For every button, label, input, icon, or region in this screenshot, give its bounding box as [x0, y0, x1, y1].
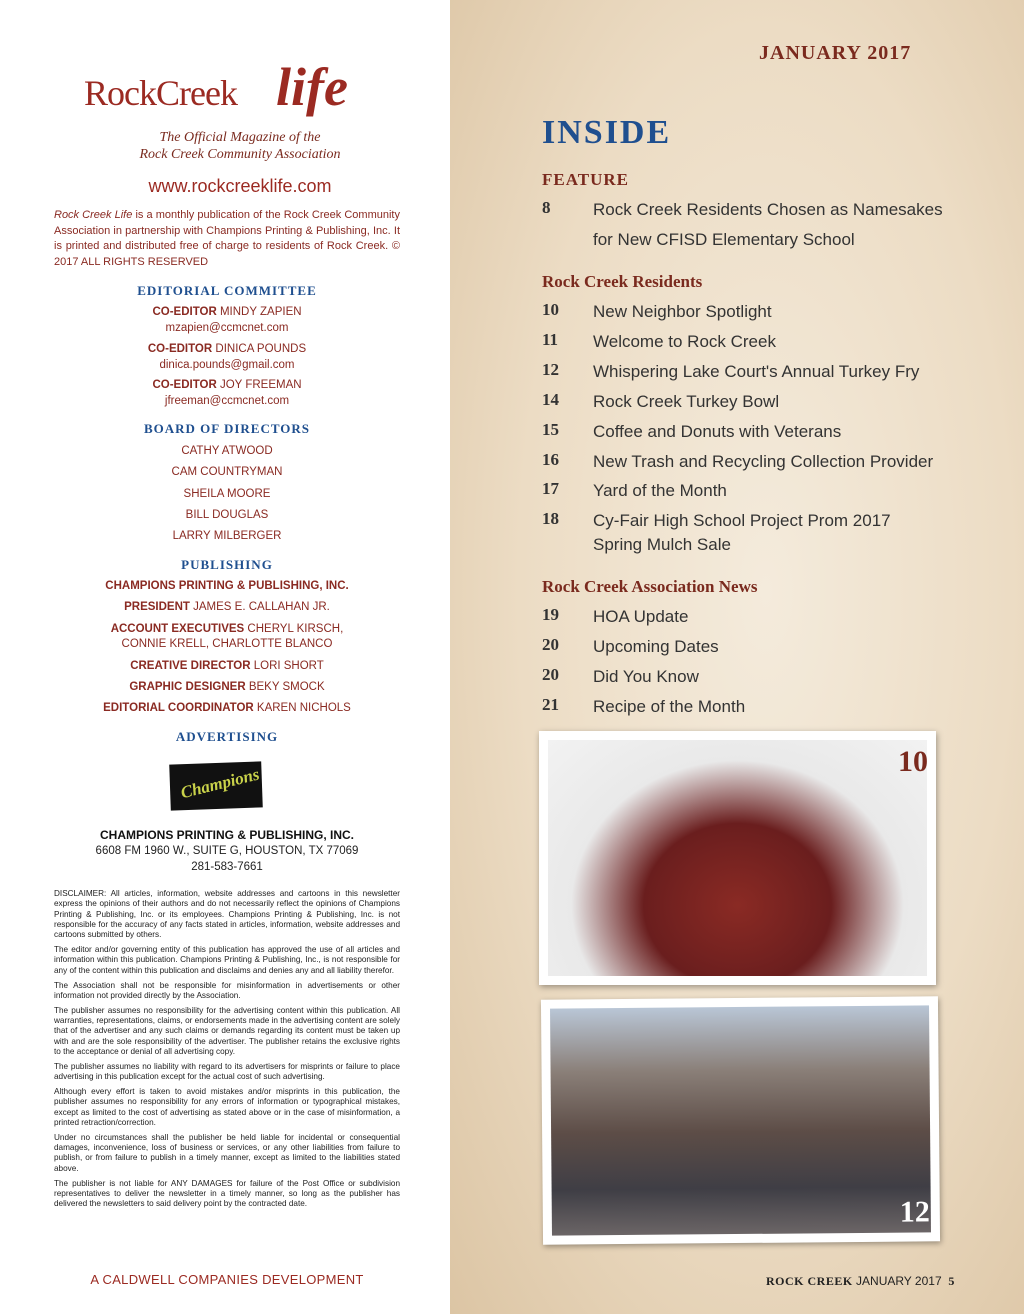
photo-page-number: 10	[898, 745, 928, 778]
toc-page-number: 21	[542, 695, 559, 714]
board-member: LARRY MILBERGER	[172, 530, 282, 542]
toc-page-number: 16	[542, 450, 559, 469]
disclaimer	[54, 889, 400, 1214]
advertising-phone: 281-583-7661	[191, 861, 263, 873]
family-photo-image	[548, 740, 927, 976]
disclaimer-paragraph: The publisher assumes no responsibility for the advertising content within this publication. All warranties, representations, claims, or endorsements made in the advertising content are solely that of the advertiser and any such claims or demands regarding its content must be taken up with and are the sole responsibility of the advertiser. The publisher retains the exclusive rights to the acceptance or denial of all advertising copy.	[54, 1005, 400, 1056]
disclaimer-paragraph: The publisher assumes no liability with regard to its advertisers for misprints or failure to place advertising in this publication except for the actual cost of such advertising.	[54, 1061, 400, 1082]
publishing-president: PRESIDENT JAMES E. CALLAHAN JR.	[124, 601, 330, 613]
publishing-company: CHAMPIONS PRINTING & PUBLISHING, INC.	[105, 580, 349, 592]
editor-2-email[interactable]: dinica.pounds@gmail.com	[159, 359, 295, 371]
intro-body: is a monthly publication of the Rock Creek Community Association in partnership with Champions Printing & Publishing, Inc. It is printed and distributed free of charge to residents of Rock Creek. © 2017 ALL RIGHTS RESERVED	[54, 209, 400, 268]
toc-page-number: 10	[542, 300, 559, 319]
toc-page-number: 20	[542, 665, 559, 684]
publishing-account-executives: ACCOUNT EXECUTIVES CHERYL KIRSCH,	[110, 623, 344, 635]
footer-page-number: 5	[948, 1274, 955, 1288]
intro-paragraph	[54, 208, 400, 270]
toc-title: Cy-Fair High School Project Prom 2017 Spring Mulch Sale	[593, 511, 891, 554]
publishing-heading: PUBLISHING	[181, 557, 273, 572]
toc-title: Rock Creek Residents Chosen as Namesakes for New CFISD Elementary School	[593, 200, 943, 249]
group-photo-image	[550, 1005, 931, 1235]
publishing-graphic-designer: GRAPHIC DESIGNER BEKY SMOCK	[129, 681, 325, 693]
toc-page-number: 8	[542, 198, 551, 217]
toc-title: Did You Know	[593, 667, 699, 686]
disclaimer-paragraph: The editor and/or governing entity of this publication has approved the use of all articles and information within this publication. Champions Printing & Publishing, Inc., is not responsible for any of the content within this publication and disclaims and denies any and all liability therefor.	[54, 945, 400, 975]
toc-page-number: 11	[542, 330, 559, 349]
disclaimer-paragraph: The publisher is not liable for ANY DAMAGES for failure of the Post Office or subdivision representatives to deliver the newsletter in a timely manner, so long as the publisher has delivered the newsletters to said delivery point by the contracted date.	[54, 1178, 400, 1209]
toc-page-number: 14	[542, 390, 559, 409]
board-member: BILL DOUGLAS	[185, 509, 269, 521]
board-member: CATHY ATWOOD	[181, 445, 273, 457]
disclaimer-paragraph: Under no circumstances shall the publisher be held liable for incidental or consequential damages, inconvenience, loss of business or services, or any other liabilities from failure to publish, or from failure to publish in a timely manner, except as limited to the liabilities stated above.	[54, 1132, 400, 1173]
logo-life-script: life	[276, 57, 348, 117]
editor-1: CO-EDITOR MINDY ZAPIEN	[152, 306, 302, 318]
toc-page-number: 15	[542, 420, 559, 439]
champions-logo-text: Champions	[178, 764, 262, 803]
rock-creek-life-logo	[84, 57, 374, 124]
editor-1-email[interactable]: mzapien@ccmcnet.com	[165, 322, 289, 334]
toc-page-number: 20	[542, 635, 559, 654]
footer-developer: A CALDWELL COMPANIES DEVELOPMENT	[90, 1272, 364, 1287]
advertising-company: CHAMPIONS PRINTING & PUBLISHING, INC.	[99, 828, 354, 842]
toc-title: Welcome to Rock Creek	[593, 332, 776, 351]
toc-title: New Neighbor Spotlight	[593, 302, 772, 321]
feature-heading: FEATURE	[542, 170, 629, 189]
toc-title: New Trash and Recycling Collection Provider	[593, 452, 934, 471]
toc-title: Recipe of the Month	[593, 697, 746, 716]
editor-3-email[interactable]: jfreeman@ccmcnet.com	[164, 395, 290, 407]
inside-heading: INSIDE	[542, 114, 672, 151]
publishing-account-executives-line2: CONNIE KRELL, CHARLOTTE BLANCO	[121, 638, 333, 650]
footer-month: JANUARY 2017	[852, 1274, 942, 1288]
group-photo	[541, 996, 940, 1244]
champions-logo	[169, 761, 263, 810]
issue-month: JANUARY 2017	[759, 42, 912, 64]
disclaimer-paragraph: DISCLAIMER: All articles, information, website addresses and cartoons in this newsletter express the opinions of their authors and do not necessarily reflect the opinions of Champions Printing & Publishing, Inc. or its employees. Champions Printing & Publishing, Inc. is not responsible for the accuracy of any facts stated in articles, information, website addresses and cartoons submitted by others.	[54, 889, 400, 940]
intro-title: Rock Creek Life	[54, 209, 133, 221]
left-column	[0, 0, 450, 1314]
disclaimer-paragraph: Although every effort is taken to avoid mistakes and/or misprints in this publication, the publisher assumes no responsibility for any errors of information or typographical mistakes, except as limited to the cost of advertising as stated above or in the case of misinformation, a printed retraction/correction.	[54, 1087, 400, 1127]
toc-page-number: 12	[542, 360, 559, 379]
tagline-line1: The Official Magazine of the	[159, 130, 321, 145]
board-member: SHEILA MOORE	[183, 488, 271, 500]
publishing-editorial-coordinator: EDITORIAL COORDINATOR KAREN NICHOLS	[103, 702, 351, 714]
publishing-creative-director: CREATIVE DIRECTOR LORI SHORT	[130, 660, 324, 672]
footer-brand: ROCK CREEK	[766, 1274, 853, 1288]
toc-title: Upcoming Dates	[593, 637, 719, 656]
footer-folio	[766, 1274, 955, 1289]
toc-page-number: 17	[542, 479, 559, 498]
photo-page-number: 12	[899, 1195, 930, 1229]
editorial-heading: EDITORIAL COMMITTEE	[137, 283, 317, 298]
toc-page-number: 18	[542, 509, 559, 528]
toc-title: Rock Creek Turkey Bowl	[593, 392, 780, 411]
toc-title: Whispering Lake Court's Annual Turkey Fry	[593, 362, 920, 381]
board-member: CAM COUNTRYMAN	[171, 466, 283, 478]
editor-3: CO-EDITOR JOY FREEMAN	[152, 379, 302, 391]
board-heading: BOARD OF DIRECTORS	[143, 421, 311, 436]
advertising-address: 6608 FM 1960 W., SUITE G, HOUSTON, TX 77069	[95, 845, 359, 857]
toc-title: HOA Update	[593, 607, 689, 626]
toc-page-number: 19	[542, 605, 559, 624]
editor-2: CO-EDITOR DINICA POUNDS	[147, 343, 307, 355]
advertising-heading: ADVERTISING	[175, 729, 279, 744]
family-photo	[539, 731, 936, 985]
residents-heading: Rock Creek Residents	[542, 272, 703, 291]
disclaimer-paragraph: The Association shall not be responsible for misinformation in advertisements or other information not provided directly by the Association.	[54, 980, 400, 1000]
association-heading: Rock Creek Association News	[542, 577, 758, 596]
website-url[interactable]: www.rockcreeklife.com	[148, 176, 332, 196]
toc-title: Yard of the Month	[593, 481, 727, 500]
tagline-line2: Rock Creek Community Association	[139, 147, 341, 162]
toc-title: Coffee and Donuts with Veterans	[593, 422, 842, 441]
logo-wordmark: RockCreek	[84, 73, 237, 113]
